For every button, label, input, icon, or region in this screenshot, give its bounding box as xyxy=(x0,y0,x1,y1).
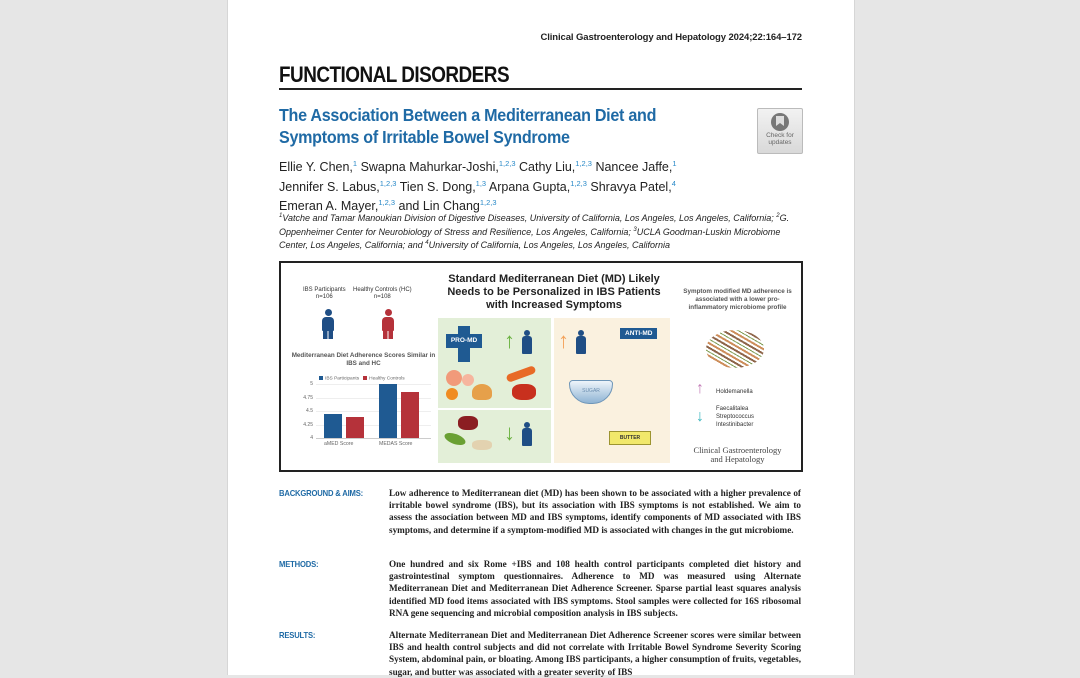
author: Cathy Liu,$^{1,2,3}$ xyxy=(519,159,592,175)
y-tick: 4 xyxy=(310,435,313,441)
bacteria-cluster-icon xyxy=(706,330,764,368)
x-label: aMED Score xyxy=(324,441,354,447)
results-text: Alternate Mediterranean Diet and Mediterranean Diet Adherence Screener scores were similar between IBS and health control subjects and did not correlate with Irritable Bowel Syndrome Severity Scoring System, abdominal pain, or bloating. Among IBS participants, a higher consumption of fruits, vegetables, sugar, and butter was associated with a greater severity of IBS xyxy=(389,630,801,677)
author: Shravya Patel,$^4$ xyxy=(590,178,676,194)
ibs-group-label: IBS Participants n=106 xyxy=(303,287,346,300)
grapefruit-icon xyxy=(446,370,462,386)
author: Ellie Y. Chen,$^1$ xyxy=(279,159,358,175)
microbiome-title: Symptom modified MD adherence is associated with a lower pro-inflammatory microbiome profile xyxy=(683,288,792,311)
grapefruit-icon xyxy=(462,374,474,386)
author: Swapna Mahurkar-Joshi,$^{1,2,3}$ xyxy=(360,159,516,175)
bar-medas-hc xyxy=(401,392,419,438)
y-tick: 4.75 xyxy=(303,394,313,401)
x-label: MEDAS Score xyxy=(379,441,413,447)
pro-md-panel xyxy=(438,318,551,408)
article-title: The Association Between a Mediterranean Diet and Symptoms of Irritable Bowel Syndrome xyxy=(279,105,657,147)
ga-left-panel xyxy=(281,263,436,470)
background-aims-text: Low adherence to Mediterranean diet (MD) has been shown to be associated with a higher prevalence of irritable bowel syndrome (IBS), but its association with IBS symptoms is not established. We aim to assess the association between MD and IBS symptoms, identify components of MD associated with IBS symptoms, and determine if a symptom-modified MD is associated with changes in the gut microbiome. xyxy=(389,488,801,535)
badge-label: Check for xyxy=(766,132,794,139)
author: Arpana Gupta,$^{1,2,3}$ xyxy=(488,178,587,194)
bar-amed-hc xyxy=(346,417,364,438)
ibs-person-icon xyxy=(321,309,335,339)
chart-legend: IBS Participants Healthy Controls xyxy=(319,376,405,381)
genus-down: Streptococcus xyxy=(716,414,755,420)
author: Nancee Jaffe,$^1$ xyxy=(595,159,677,175)
orange-icon xyxy=(446,388,458,400)
melon-icon xyxy=(472,384,492,400)
check-for-updates-button[interactable] xyxy=(757,108,803,154)
y-tick: 5 xyxy=(310,381,313,387)
pro-md-panel-lower xyxy=(438,410,551,463)
carrot-icon xyxy=(506,365,537,383)
graphical-abstract xyxy=(279,261,803,472)
background-aims-label: BACKGROUND & AIMS: xyxy=(279,488,364,498)
section-title: FUNCTIONAL DISORDERS xyxy=(279,62,510,87)
chart-title: Mediterranean Diet Adherence Scores Similar in IBS and HC xyxy=(291,352,436,367)
author: and Lin Chang$^{1,2,3}$ xyxy=(398,198,497,214)
methods-text: One hundred and six Rome +IBS and 108 health control participants completed diet history and gastrointestinal symptom questionnaires. Adherence to MD was measured using Alternate Mediterranean Diet and Mediterranean Diet Adherence Screener. Sparse partial least squares analysis identified MD food items associated with IBS symptoms. Stool samples were collected for 16S ribosomal RNA gene sequencing and microbial composition analysis in IBS subjects. xyxy=(389,559,801,618)
section-divider xyxy=(279,88,802,90)
anti-md-tag: ANTI-MD xyxy=(620,328,657,339)
hc-group-label: Healthy Controls (HC) n=108 xyxy=(353,287,412,300)
y-tick: 4.5 xyxy=(306,408,313,414)
author: Tien S. Dong,$^{1,3}$ xyxy=(399,178,487,194)
author: Emeran A. Mayer,$^{1,2,3}$ xyxy=(279,198,396,214)
ga-right-panel xyxy=(676,263,801,470)
anti-md-panel xyxy=(554,318,670,463)
arrow-up-icon: ↑ xyxy=(558,328,569,353)
butter-icon: BUTTER xyxy=(609,431,651,445)
badge-label-2: updates xyxy=(768,139,792,146)
hc-person-icon xyxy=(381,309,395,339)
genus-up: Holdemanella xyxy=(716,389,753,395)
journal-logo: Clinical Gastroenterology and Hepatology xyxy=(693,445,782,464)
affiliations: $^1$Vatche and Tamar Manoukian Division of Digestive Diseases, University of California, Los Angeles, Los Angeles, California; $^2$G. Oppenheimer Center for Neurobiology of Stress and Resilience, Los Angeles, California; $^3$UCLA Goodman-Luskin Microbiome Center, Los Angeles, California; and $^4$University of California, Los Angeles, Los Angeles, California xyxy=(279,213,790,250)
genus-down: Intestinibacter xyxy=(716,422,754,428)
methods-label: METHODS: xyxy=(279,559,319,569)
sugar-bowl-icon: SUGAR xyxy=(569,380,613,404)
legend-swatch-hc xyxy=(363,376,367,380)
ga-main-title: Standard Mediterranean Diet (MD) Likely Needs to be Personalized in IBS Patients with Increased Symptoms xyxy=(447,273,661,311)
arrow-down-icon: ↓ xyxy=(504,420,515,445)
bar-chart xyxy=(303,381,431,441)
pro-md-cross-icon: PRO-MD xyxy=(446,326,482,362)
author-list xyxy=(279,156,739,215)
edamame-icon xyxy=(443,431,467,448)
person-icon xyxy=(522,422,532,446)
y-tick: 4.25 xyxy=(303,421,313,428)
arrow-up-icon: ↑ xyxy=(504,328,515,353)
article-page xyxy=(227,0,855,675)
bar-amed-ibs xyxy=(324,414,342,438)
author: Jennifer S. Labus,$^{1,2,3}$ xyxy=(279,178,397,194)
bookmark-icon xyxy=(771,113,789,131)
journal-citation: Clinical Gastroenterology and Hepatology 2024;22:164–172 xyxy=(540,32,802,43)
ga-middle-panel xyxy=(438,263,670,470)
results-label: RESULTS: xyxy=(279,630,316,640)
arrow-down-icon: ↓ xyxy=(696,408,704,425)
genus-down: Faecalitalea xyxy=(716,406,749,412)
person-icon xyxy=(522,330,532,354)
person-icon xyxy=(576,330,586,354)
bar-medas-ibs xyxy=(379,384,397,438)
pepper-icon xyxy=(512,384,536,400)
legend-swatch-ibs xyxy=(319,376,323,380)
arrow-up-icon: ↑ xyxy=(696,380,704,397)
beans-icon xyxy=(458,416,478,430)
nuts-icon xyxy=(472,440,492,450)
